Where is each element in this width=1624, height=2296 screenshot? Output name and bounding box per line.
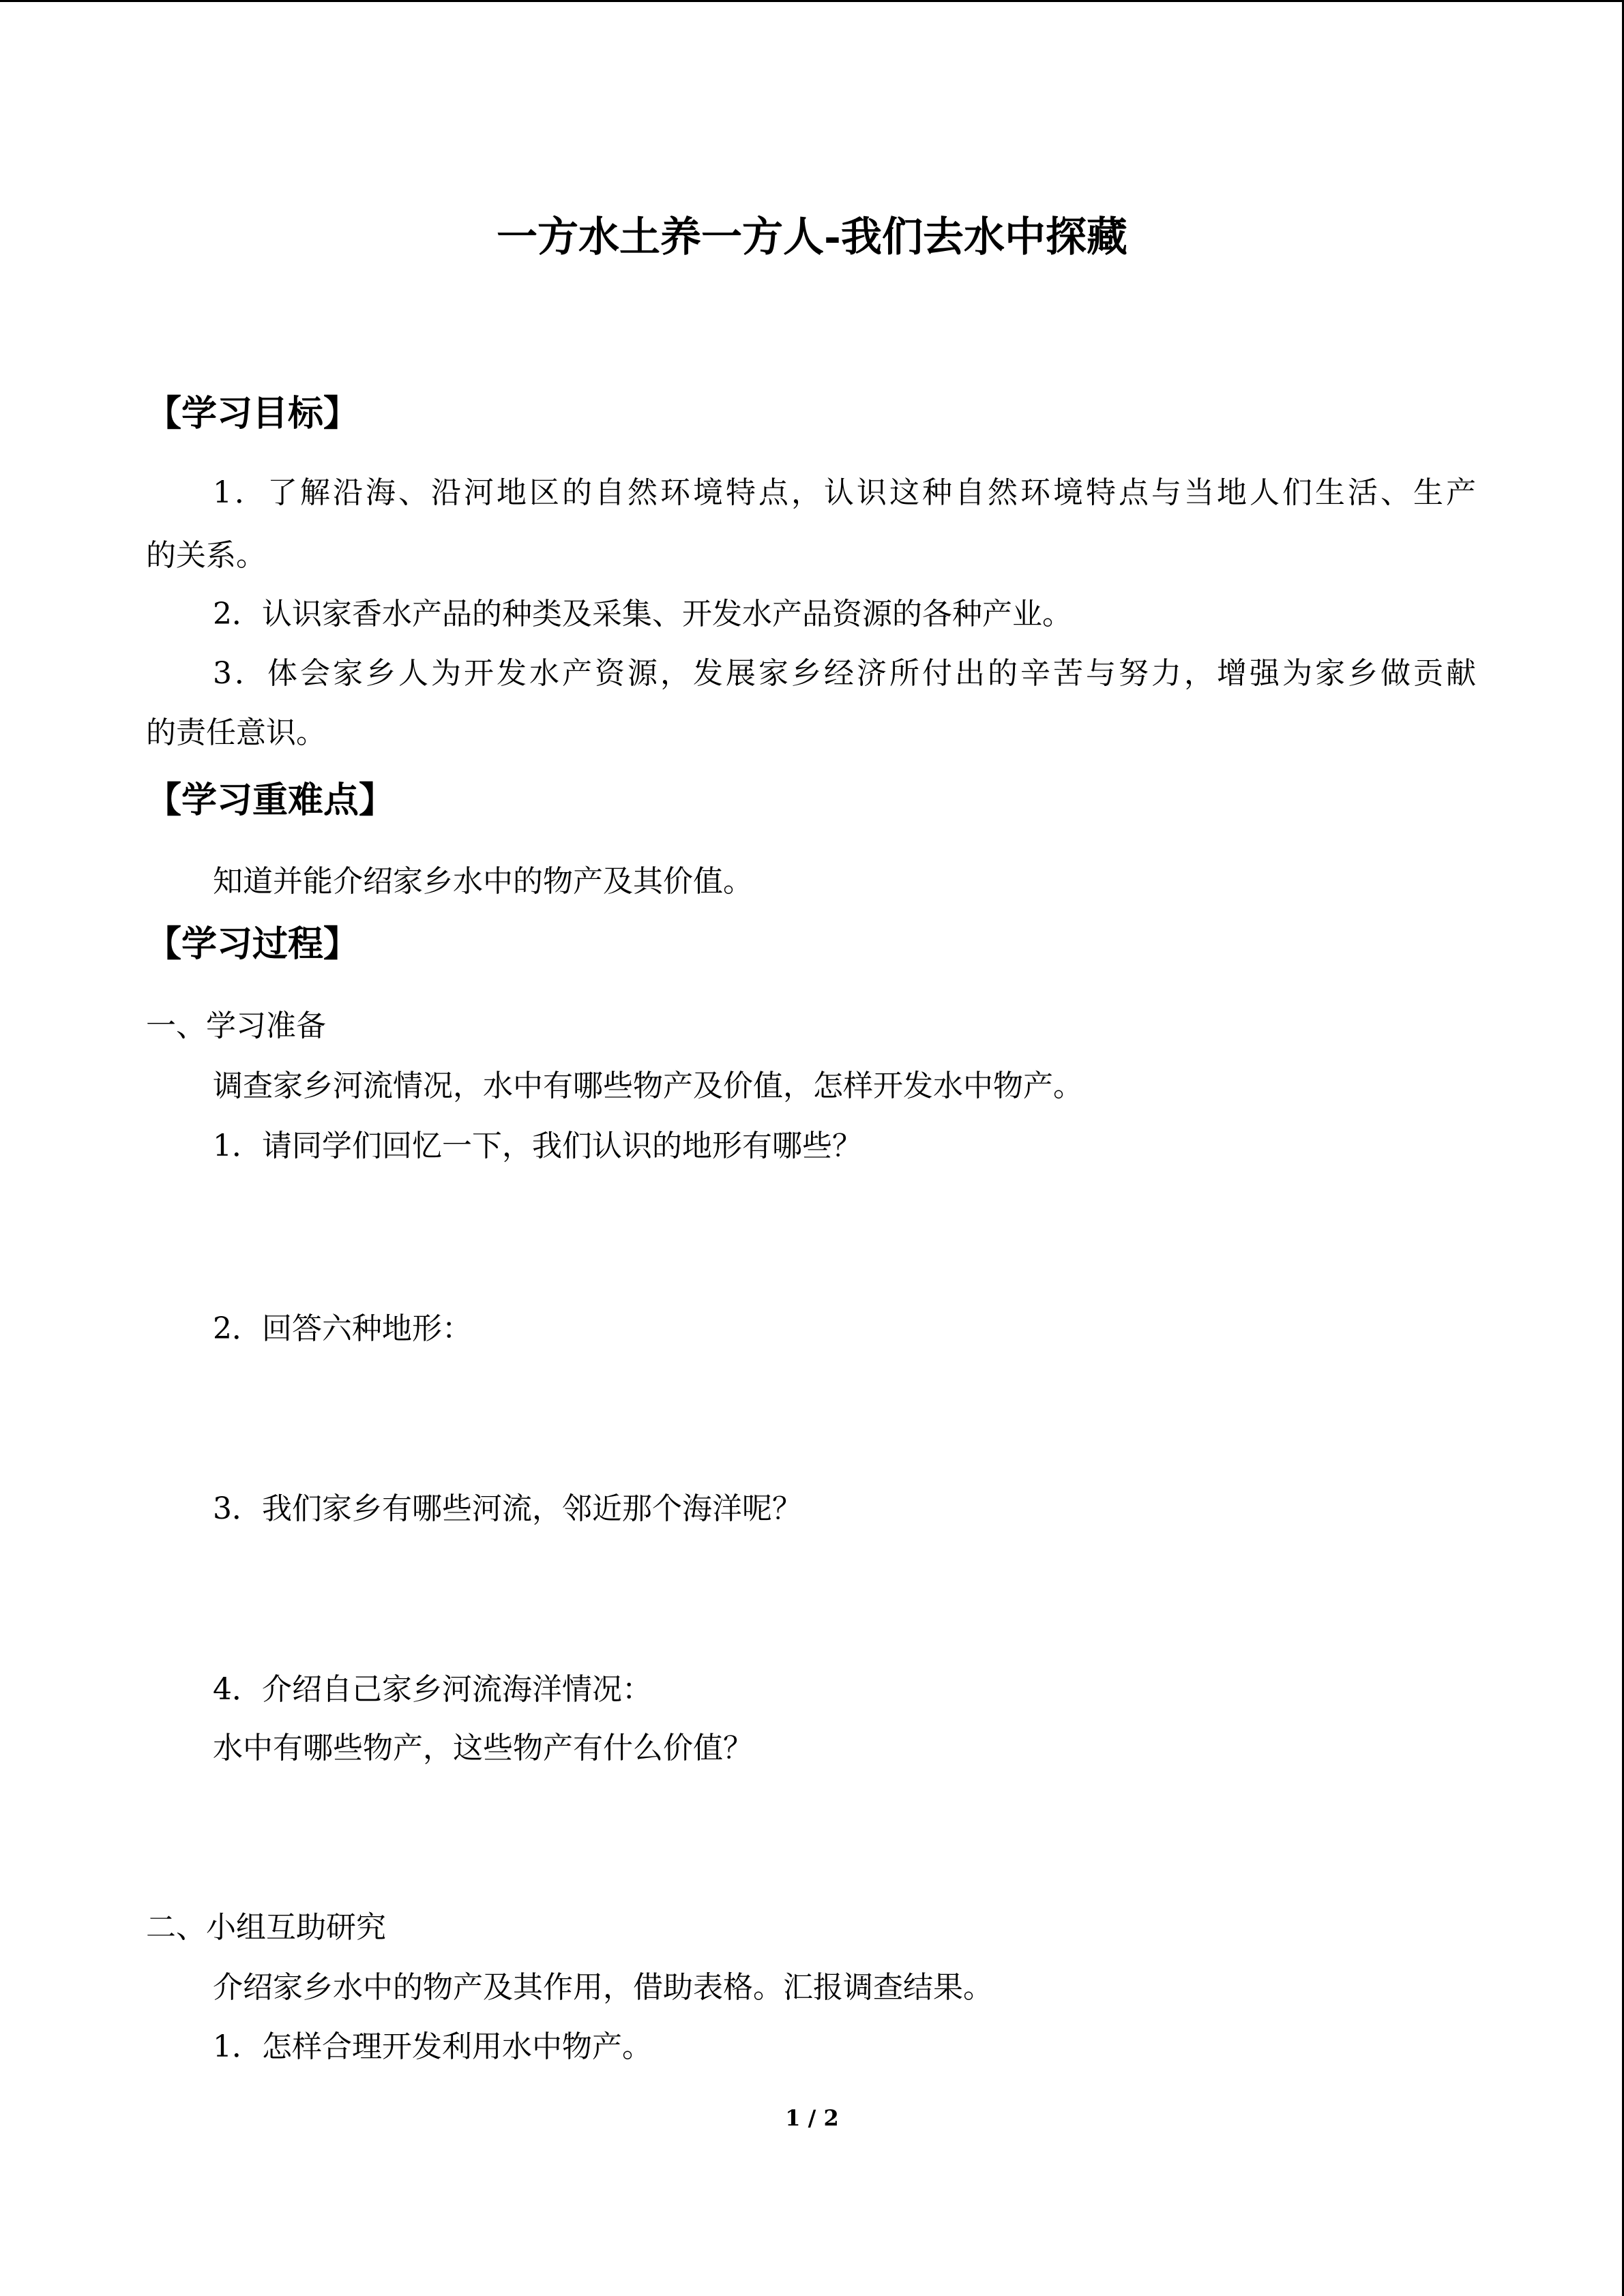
objective-item-1-line-1: 1．了解沿海、沿河地区的自然环境特点，认识这种自然环境特点与当地人们生活、生产 bbox=[213, 475, 1476, 510]
page-border-top bbox=[0, 0, 1624, 2]
part1-question-1: 1．请同学们回忆一下，我们认识的地形有哪些？ bbox=[213, 1129, 862, 1163]
key-points-heading: 【学习重难点】 bbox=[146, 779, 395, 821]
part1-question-4: 4．介绍自己家乡河流海洋情况： bbox=[213, 1672, 652, 1707]
part1-question-3: 3．我们家乡有哪些河流，邻近那个海洋呢？ bbox=[213, 1491, 802, 1526]
page-title: 一方水土养一方人-我们去水中探藏 bbox=[497, 213, 1127, 261]
objectives-heading: 【学习目标】 bbox=[146, 393, 359, 434]
objective-item-2: 2．认识家香水产品的种类及采集、开发水产品资源的各种产业。 bbox=[213, 597, 1072, 631]
part1-question-2: 2．回答六种地形： bbox=[213, 1311, 472, 1346]
key-points-text: 知道并能介绍家乡水中的物产及其价值。 bbox=[213, 864, 753, 899]
process-heading: 【学习过程】 bbox=[146, 923, 359, 965]
objective-item-3-line-2: 的责任意识。 bbox=[146, 715, 326, 750]
page-number: 1 / 2 bbox=[785, 2105, 839, 2131]
part1-question-4-sub: 水中有哪些物产，这些物产有什么价值？ bbox=[213, 1731, 753, 1765]
part1-intro: 调查家乡河流情况，水中有哪些物产及价值，怎样开发水中物产。 bbox=[213, 1069, 1083, 1103]
part2-question-1: 1．怎样合理开发利用水中物产。 bbox=[213, 2029, 652, 2064]
objective-item-1-line-2: 的关系。 bbox=[146, 538, 266, 573]
part2-intro: 介绍家乡水中的物产及其作用，借助表格。汇报调查结果。 bbox=[213, 1970, 993, 2005]
objective-item-3-line-1: 3．体会家乡人为开发水产资源，发展家乡经济所付出的辛苦与努力，增强为家乡做贡献 bbox=[213, 656, 1476, 691]
part1-title: 一、学习准备 bbox=[146, 1009, 326, 1043]
part2-title: 二、小组互助研究 bbox=[146, 1910, 386, 1945]
